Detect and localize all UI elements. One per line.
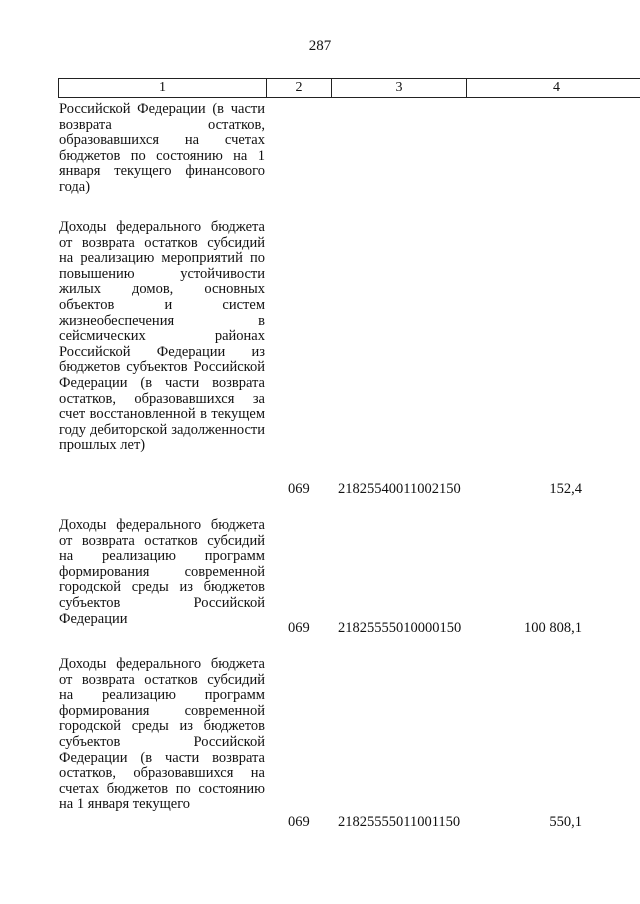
table-row-description: Доходы федерального бюджета от возврата остатков субсидий на реализацию мероприятий по повышению устойчивости жилых домов, основных объектов и систем жизнеобеспечения в сейсмических районах Российской Федерации из бюджетов субъектов Российской Федерации (в части возврата остатков, образовавшихся за счет восстановленной в текущем году дебиторской задолженности прошлых лет): [59, 219, 265, 454]
amount: 550,1: [549, 814, 582, 830]
header-col-3: 3: [332, 79, 467, 97]
table-row-description: Доходы федерального бюджета от возврата остатков субсидий на реализацию программ формирования современной городской среды из бюджетов субъектов Российской Федерации: [59, 517, 265, 627]
page-number: 287: [308, 38, 332, 54]
header-col-4: 4: [553, 80, 560, 95]
budget-class-code: 21825555011001150: [338, 814, 461, 830]
admin-code: 069: [288, 620, 310, 636]
header-col-2: 2: [267, 79, 332, 97]
amount: 152,4: [549, 481, 582, 497]
amount: 100 808,1: [524, 620, 582, 636]
table-header: [58, 78, 640, 98]
table-row-description: Российской Федерации (в части возврата остатков, образовавшихся на счетах бюджетов по состоянию на 1 января текущего финансового года): [59, 101, 265, 195]
admin-code: 069: [288, 814, 310, 830]
budget-class-code: 21825555010000150: [338, 620, 462, 636]
admin-code: 069: [288, 481, 310, 497]
budget-class-code: 21825540011002150: [338, 481, 461, 497]
table-row-description: Доходы федерального бюджета от возврата остатков субсидий на реализацию программ формирования современной городской среды из бюджетов субъектов Российской Федерации (в части возврата остатков, образовавшихся на счетах бюджетов по состоянию на 1 января текущего: [59, 656, 265, 813]
header-col-1: 1: [59, 79, 267, 97]
